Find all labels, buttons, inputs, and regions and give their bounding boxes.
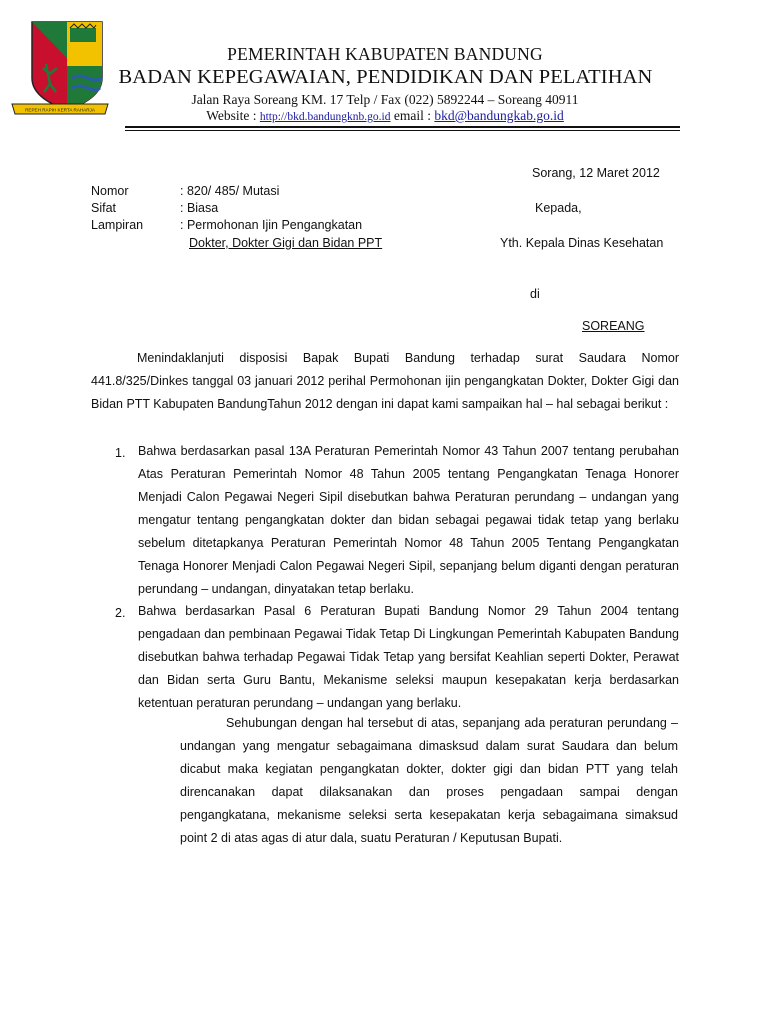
email-label: email : [393,108,431,123]
letterhead-agency: BADAN KEPEGAWAIAN, PENDIDIKAN DAN PELATIHAN [118,66,653,88]
recipient-name: Yth. Kepala Dinas Kesehatan [500,236,664,250]
item-2-text: Bahwa berdasarkan Pasal 6 Peraturan Bupati Bandung Nomor 29 Tahun 2004 tentang pengadaan dan pembinaan Pegawai Tidak Tetap Di Lingkungan Pemerintah Kabupaten Bandung disebutkan bahwa terhadap Pegawai Tidak Tetap yang bersifat Keahlian seperti Dokter, Perawat dan Bidan serta Guru Bantu, Mekanisme seleksi maupun kesepakatan kerja berdasarkan ketentuan peraturan perundang – undangan yang berlaku. [138,604,679,710]
place-date: Sorang, 12 Maret 2012 [532,166,660,180]
website-label: Website : [206,108,257,123]
item-1-number: 1. [115,446,126,460]
meta-label-sifat: Sifat [91,201,117,215]
intro-paragraph: Menindaklanjuti disposisi Bapak Bupati Bandung terhadap surat Saudara Nomor 441.8/325/Dinkes tanggal 03 januari 2012 perihal Permohonan ijin pengangkatan Dokter, Dokter Gigi dan Bidan PTT Kabupaten BandungTahun 2012 dengan ini dapat kami sampaikan hal – hal sebagai berikut : [91,351,679,411]
regency-logo [10,18,110,118]
letterhead-rule-thick [125,126,680,128]
meta-value-nomor: : 820/ 485/ Mutasi [180,184,280,198]
meta-value-lampiran: : Permohonan Ijin Pengangkatan [180,218,363,232]
subject-line-2: Dokter, Dokter Gigi dan Bidan PPT [189,236,383,250]
letterhead-government: PEMERINTAH KABUPATEN BANDUNG [227,44,543,64]
recipient-city: SOREANG [582,319,645,333]
website-link[interactable]: http://bkd.bandungknb.go.id [259,111,391,123]
item-1-text: Bahwa berdasarkan pasal 13A Peraturan Pemerintah Nomor 43 Tahun 2007 tentang perubahan Atas Peraturan Pemerintah Nomor 48 Tahun 2005 tentang Pengangkatan Tenaga Honorer Menjadi Calon Pegawai Negeri Sipil disebutkan bahwa Peraturan perundang – undangan yang mengatur tentang pengangkatan dokter dan bidan sebagai pegawai tidak tetap yang berlaku sebelum ditetapkanya Peraturan Pemerintah Nomor 48 Tahun 2005 Tentang Pengangkatan Tenaga Honorer Menjadi Calon Pegawai Negeri Sipil, sepanjang belum diganti dengan peraturan perundang – undangan, dinyatakan tetap berlaku. [138,444,679,596]
letterhead-contact [130,108,640,124]
meta-label-lampiran: Lampiran [91,218,144,232]
recipient-di: di [530,287,540,301]
meta-label-nomor: Nomor [91,184,129,198]
meta-value-sifat: : Biasa [180,201,219,215]
closing-paragraph: Sehubungan dengan hal tersebut di atas, sepanjang ada peraturan perundang – undangan yang mengatur sebagaimana dimasksud dalam surat Saudara dan belum dicabut maka kegiatan pengangkatan dokter, dokter gigi dan bidan PTT yang telah direncanakan dapat dilaksanakan dan proses pengadaan sampai dengan pengangkatana, mekanisme seleksi serta kesepakatan kerja sebagaimana simaksud point 2 di atas agas di atur dala, suatu Peraturan / Keputusan Bupati. [180,716,678,845]
recipient-to: Kepada, [535,201,582,215]
logo-motto: REPEH RAPIH KERTA RAHARJA [25,107,95,113]
letterhead-rule-thin [125,130,680,131]
item-2-number: 2. [115,606,126,620]
letterhead-address: Jalan Raya Soreang KM. 17 Telp / Fax (022) 5892244 – Soreang 40911 [191,92,579,107]
email-link[interactable]: bkd@bandungkab.go.id [434,108,564,123]
